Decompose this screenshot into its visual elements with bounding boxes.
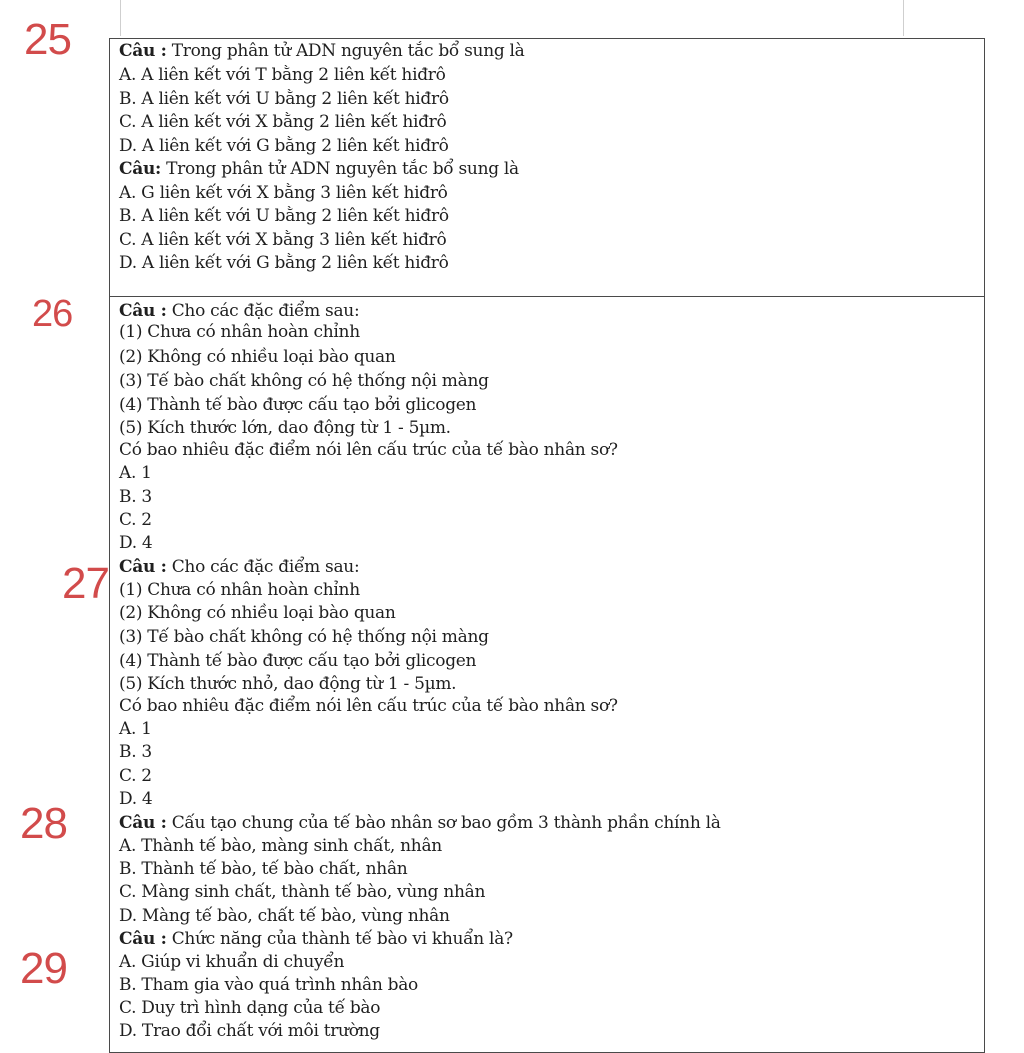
- question-text: Cấu tạo chung của tế bào nhân sơ bao gồm 3 thành phần chính là: [171, 813, 721, 833]
- question-stem: [119, 813, 721, 833]
- option-b: B. 3: [119, 742, 152, 762]
- question-label: Câu :: [119, 41, 167, 61]
- margin-number-26: 26: [32, 293, 73, 335]
- option-c: C. Màng sinh chất, thành tế bào, vùng nhân: [119, 882, 486, 902]
- statement-4: (4) Thành tế bào được cấu tạo bởi glicogen: [119, 395, 477, 415]
- option-a: A. 1: [119, 719, 152, 739]
- question-label: Câu :: [119, 557, 167, 577]
- question-text: Cho các đặc điểm sau:: [171, 301, 360, 321]
- question-text: Chức năng của thành tế bào vi khuẩn là?: [171, 929, 513, 949]
- option-c: C. 2: [119, 510, 152, 530]
- question-text: Trong phân tử ADN nguyên tắc bổ sung là: [166, 159, 519, 179]
- option-d: D. A liên kết với G bằng 2 liên kết hiđrô: [119, 136, 449, 156]
- statement-2: (2) Không có nhiều loại bào quan: [119, 603, 396, 623]
- option-b: B. Tham gia vào quá trình nhân bào: [119, 975, 418, 995]
- option-c: C. A liên kết với X bằng 2 liên kết hiđrô: [119, 112, 447, 132]
- question-text: Trong phân tử ADN nguyên tắc bổ sung là: [171, 41, 525, 61]
- question-stem: [119, 301, 359, 321]
- question-stem: [119, 159, 519, 179]
- statement-1: (1) Chưa có nhân hoàn chỉnh: [119, 322, 360, 342]
- statement-1: (1) Chưa có nhân hoàn chỉnh: [119, 580, 360, 600]
- page-guide-left: [120, 0, 121, 36]
- question-stem: [119, 929, 513, 949]
- option-a: A. Giúp vi khuẩn di chuyển: [119, 952, 345, 972]
- question-prompt: Có bao nhiêu đặc điểm nói lên cấu trúc của tế bào nhân sơ?: [119, 440, 618, 460]
- option-b: B. A liên kết với U bằng 2 liên kết hiđrô: [119, 206, 449, 226]
- statement-5: (5) Kích thước lớn, dao động từ 1 - 5µm.: [119, 418, 451, 438]
- question-prompt: Có bao nhiêu đặc điểm nói lên cấu trúc của tế bào nhân sơ?: [119, 696, 618, 716]
- option-c: C. Duy trì hình dạng của tế bào: [119, 998, 381, 1018]
- question-stem: [119, 41, 525, 61]
- margin-number-28: 28: [20, 799, 67, 848]
- margin-number-25: 25: [24, 15, 71, 64]
- option-d: D. Trao đổi chất với môi trường: [119, 1021, 380, 1041]
- statement-3: (3) Tế bào chất không có hệ thống nội màng: [119, 371, 489, 391]
- statement-3: (3) Tế bào chất không có hệ thống nội màng: [119, 627, 489, 647]
- question-stem: [119, 557, 359, 577]
- option-b: B. 3: [119, 487, 152, 507]
- option-b: B. Thành tế bào, tế bào chất, nhân: [119, 859, 408, 879]
- statement-2: (2) Không có nhiều loại bào quan: [119, 347, 396, 367]
- option-a: A. A liên kết với T bằng 2 liên kết hiđrô: [119, 65, 446, 85]
- option-d: D. 4: [119, 533, 153, 553]
- option-b: B. A liên kết với U bằng 2 liên kết hiđrô: [119, 89, 449, 109]
- option-c: C. 2: [119, 766, 152, 786]
- option-a: A. 1: [119, 463, 152, 483]
- row-divider: [109, 296, 985, 297]
- question-label: Câu :: [119, 301, 167, 321]
- option-c: C. A liên kết với X bằng 3 liên kết hiđrô: [119, 230, 447, 250]
- question-label: Câu :: [119, 813, 167, 833]
- option-a: A. Thành tế bào, màng sinh chất, nhân: [119, 836, 442, 856]
- statement-4: (4) Thành tế bào được cấu tạo bởi glicogen: [119, 651, 477, 671]
- margin-number-27: 27: [62, 559, 109, 608]
- statement-5: (5) Kích thước nhỏ, dao động từ 1 - 5µm.: [119, 674, 457, 694]
- option-d: D. 4: [119, 789, 153, 809]
- option-d: D. Màng tế bào, chất tế bào, vùng nhân: [119, 906, 450, 926]
- option-a: A. G liên kết với X bằng 3 liên kết hiđrô: [119, 183, 448, 203]
- question-label: Câu:: [119, 159, 161, 179]
- question-text: Cho các đặc điểm sau:: [171, 557, 360, 577]
- margin-number-29: 29: [20, 944, 67, 993]
- option-d: D. A liên kết với G bằng 2 liên kết hiđrô: [119, 253, 449, 273]
- page-guide-right: [903, 0, 904, 36]
- question-label: Câu :: [119, 929, 167, 949]
